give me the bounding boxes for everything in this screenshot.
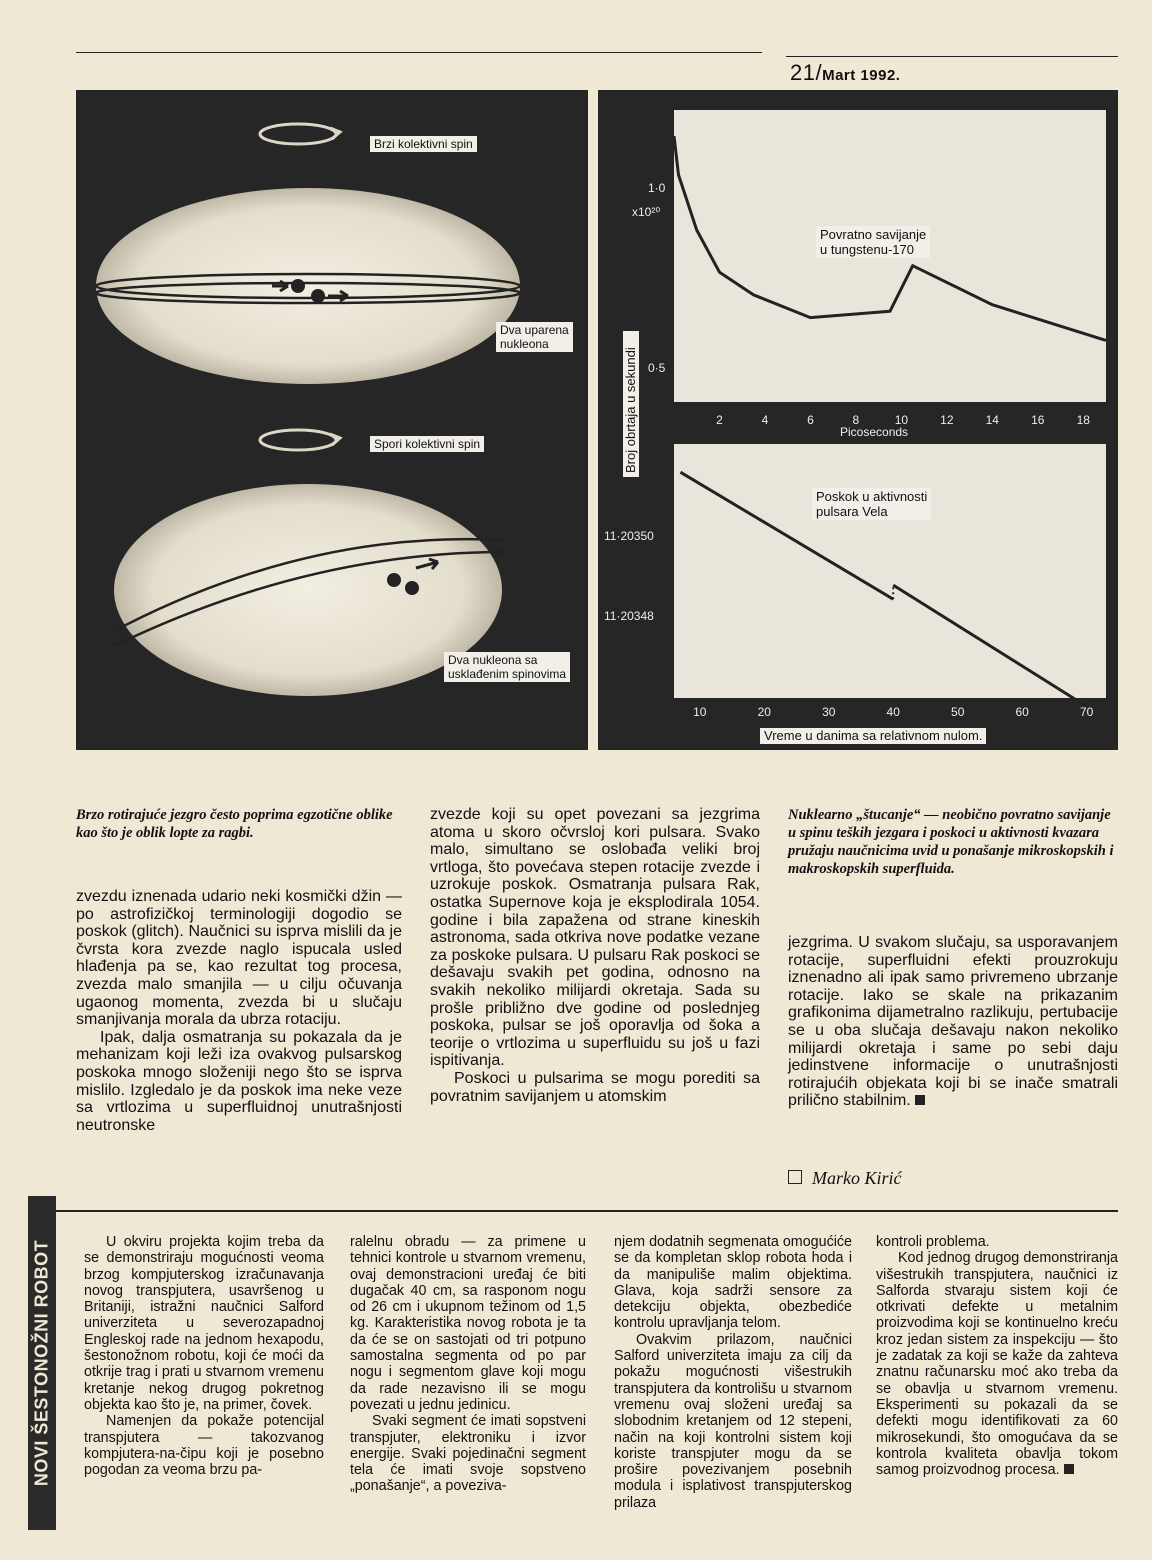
- robot-col4-p2: Kod jednog drugog demonstriranja višestrukih transpjutera, naučnici iz Salforda stvaraju sistem koji će otkrivati defekte u metalnim proizvodima koji se kontinuelno kreću kroz jedan sistem za inspekciju — što je zadatak za koji se kaže da zahteva znatnu računarsku moć ako treba da se obavlja u stvarnom vremenu. Eksperimenti su pokazali da se defekti mogu identifikovati za 60 mikrosekundi, što omogućava da se kontrola kvaliteta obavlja tokom samog proizvodnog procesa.: [876, 1250, 1118, 1479]
- top-rule-left: [76, 52, 762, 53]
- charts-figure: [598, 90, 1118, 750]
- chart1-x-tick-2: 6: [807, 413, 814, 427]
- chart1-y-tick-1a: 1·0: [648, 181, 666, 195]
- robot-col1-p2: Namenjen da pokaže potencijal transpjutera — takozvanog kompjutera-na-čipu koji je posebno pogodan za veoma brzu pa-: [84, 1413, 324, 1479]
- paired-nucleons-label: Dva uparena nukleona: [496, 322, 573, 352]
- spin-diagram: [76, 90, 588, 750]
- chart1-x-tick-4: 10: [894, 413, 909, 427]
- article-col3-text: jezgrima. U svakom slučaju, sa usporavanjem rotacije, superfluidni efekti prouzrokuju iznenadno ali ipak samo privremeno ubrzanje rotacije. Iako se skale na prikazanim grafikonima dijametralno razlikuju, pertubacije se u oba slučaja dešavaju nakon nekoliko milijardi okretaja i same po sebi daju jedinstvene informacije o unutrašnjosti rotirajućih objekata koji bi se inače smatrali prilično stabilnim.: [788, 934, 1118, 1110]
- checkbox-square-icon: [788, 1170, 802, 1184]
- robot-col2-p1: ralelnu obradu — za primene u tehnici kontrole u stvarnom vremenu, ovaj demonstracioni uređaj će biti dugačak 40 cm, sa rasponom nogu od 26 cm i ukupnom težinom od 1,5 kg. Karakteristika novog robota je ta da će se on sastojati od tri potpuno samostalna segmenta od po par nogu i segmentom glave koji mogu da rade nezavisno ili se mogu povezati u jednu jedinicu.: [350, 1234, 586, 1413]
- chart2-x-ticks: [693, 705, 1094, 719]
- chart1-x-tick-0: 2: [716, 413, 723, 427]
- chart2-x-tick-2: 30: [822, 705, 836, 719]
- chart2-x-tick-3: 40: [886, 705, 900, 719]
- article-col-3: [788, 934, 1118, 1110]
- chart2-title: Poskok u aktivnosti pulsara Vela: [812, 488, 931, 520]
- slow-spin-label: Spori kolektivni spin: [370, 436, 484, 452]
- robot-col2-p2: Svaki segment će imati sopstveni transpjuter, elektroniku i izvor energije. Svaki pojedinačni segment tela će imati svoje sopstveno „ponašanje“, a poveziva-: [350, 1413, 586, 1495]
- chart1-x-tick-8: 18: [1076, 413, 1090, 427]
- author-name: Marko Kirić: [812, 1168, 902, 1188]
- chart2-plot-area: [674, 444, 1106, 698]
- chart2-x-tick-6: 70: [1079, 705, 1094, 719]
- chart2-x-tick-1: 20: [757, 705, 771, 719]
- charts-svg: [598, 90, 1118, 750]
- chart1-title: Povratno savijanje u tungstenu-170: [816, 226, 930, 258]
- chart2-y-tick-2: 11·20348: [604, 609, 654, 623]
- caption-right: Nuklearno „štucanje“ — neobično povratno savijanje u spinu teških jezgara i poskoci u aktivnosti kvazara pružaju naučnicima uvid u ponašanje mikroskopskih i makroskopskih superfluida.: [788, 807, 1114, 877]
- chart1-ylabel: Broj obrtaja u sekundi: [623, 331, 639, 477]
- robot-col1-p1: U okviru projekta kojim treba da se demonstriraju mogućnosti veoma brzog kompjuterskog izračunavanja novog transpjutera, usavršenog u Britaniji, istražni naučnici Salford univerziteta u severozapadnoj Engleskoj rade na jednom hexapodu, šestonožnom robotu, koji će moći da otkrije trag i prati u stvarnom vremenu kretanje nekog drugog pokretnog objekta kao što je, na primer, čovek.: [84, 1234, 324, 1413]
- nuclear-spin-figure: [76, 90, 588, 750]
- article-col-1: [76, 888, 402, 1134]
- caption-left: Brzo rotirajuće jezgro često poprima egzotične oblike kao što je oblik lopte za ragbi.: [76, 807, 393, 841]
- robot-col-4: [876, 1234, 1118, 1478]
- chart1-y-tick-1b: x10²⁰: [632, 205, 661, 219]
- author: [788, 1168, 902, 1189]
- robot-col-1: [84, 1234, 324, 1478]
- robot-section-side-title: [28, 1196, 56, 1530]
- chart2-xlabel: Vreme u danima sa relativnom nulom.: [760, 728, 986, 744]
- robot-col3-p2: Ovakvim prilazom, naučnici Salford univerziteta imaju za cilj da pokažu mogućnosti višestrukih transpjutera da kontrolišu u stvarnom vremenu ovaj složeni uređaj sa slobodnim kretanjem od 12 stepeni, način na koji kontrolni sistem koji koriste transpjuter mogu da se prošire povezivanjem posebnih modula i isplativost transpjuterskog prilaza: [614, 1331, 852, 1511]
- article-col-2: [430, 806, 760, 1105]
- article-col2-p2: Poskoci u pulsarima se mogu porediti sa povratnim savijanjem u atomskim: [430, 1069, 760, 1105]
- chart1-x-tick-1: 4: [761, 413, 769, 427]
- chart1-xlabel: Picoseconds: [840, 425, 909, 439]
- chart2-y-tick-1: 11·20350: [604, 529, 654, 543]
- chart2-x-tick-4: 50: [951, 705, 965, 719]
- robot-end-mark-icon: [1064, 1464, 1074, 1474]
- robot-col-3: [614, 1234, 852, 1511]
- article-col2-p1: zvezde koji su opet povezani sa jezgrima atoma u skoro očvrsloj kori pulsara. Svako malo, simultano se oslobađa veliki broj vrtloga, što povećava stepen rotacije zvezde i uzrokuje poskok. Osmatranja pulsara Rak, ostatka Supernove koja je eksplodirala 1054. godine i bila zapažena od strane kineskih astronoma, sada otkriva nove podatke vezane za poskoke pulsara. U pulsaru Rak poskoci se dešavaju svakih pet godina, odnosno na svakih nekoliko milijardi okretaja. Sada su prošle približno dve godine od poslednjeg poskoka, pulsar se još oporavlja od šoka a teorije o vrtlozima u superfluidu su još u fazi ispitivanja.: [430, 806, 760, 1070]
- aligned-nucleons-label: Dva nukleona sa usklađenim spinovima: [444, 652, 570, 682]
- chart2-x-tick-0: 10: [693, 705, 707, 719]
- robot-col3-p1: njem dodatnih segmenata omogućiće se da kompletan sklop robota hoda i da manipuliše malim objektima. Glava, koja sadrži sensore za detekciju objekta, obezbediće kontrolu upravljanja telom.: [614, 1234, 852, 1332]
- robot-col-2: [350, 1234, 586, 1495]
- chart1-x-tick-7: 16: [1031, 413, 1045, 427]
- article-col1-p2: Ipak, dalja osmatranja su pokazala da je mehanizam koji leži iza ovakvog pulsarskog poskoka mnogo složeniji nego što se isprva mislilo. Izgledalo je da poskok ima neke veze sa vrtlozima u superfluidnoj unutrašnjosti neutronske: [76, 1028, 402, 1134]
- issue-date: 21/Mart 1992.: [790, 60, 901, 85]
- end-mark-icon: [915, 1095, 925, 1105]
- bottom-section-rule: [28, 1210, 1118, 1212]
- robot-section-title: NOVI ŠESTONOŽNI ROBOT: [31, 1239, 52, 1487]
- robot-col4-p1: kontroli problema.: [876, 1234, 990, 1250]
- fast-spin-label: Brzi kolektivni spin: [370, 136, 477, 152]
- chart1-y-tick-2: 0·5: [648, 361, 666, 375]
- chart1-x-tick-3: 8: [852, 413, 860, 427]
- article-col1-p1: zvezdu iznenada udario neki kosmički džin — po astrofizičkoj terminologiji dogodio se poskok (glitch). Naučnici su isprva mislili da je čvrsta kora zvezde naglo ispucala usled hlađenja pa se, kao rezultat tog procesa, zvezda malo smanjila — u cilju očuvanja ugaonog momenta, zvezda bi u slučaju smanjivanja morala da ubrza rotaciju.: [76, 888, 402, 1029]
- top-rule-right: [786, 56, 1118, 57]
- chart1-x-tick-6: 14: [985, 413, 999, 427]
- chart1-x-tick-5: 12: [940, 413, 954, 427]
- chart2-x-tick-5: 60: [1015, 705, 1029, 719]
